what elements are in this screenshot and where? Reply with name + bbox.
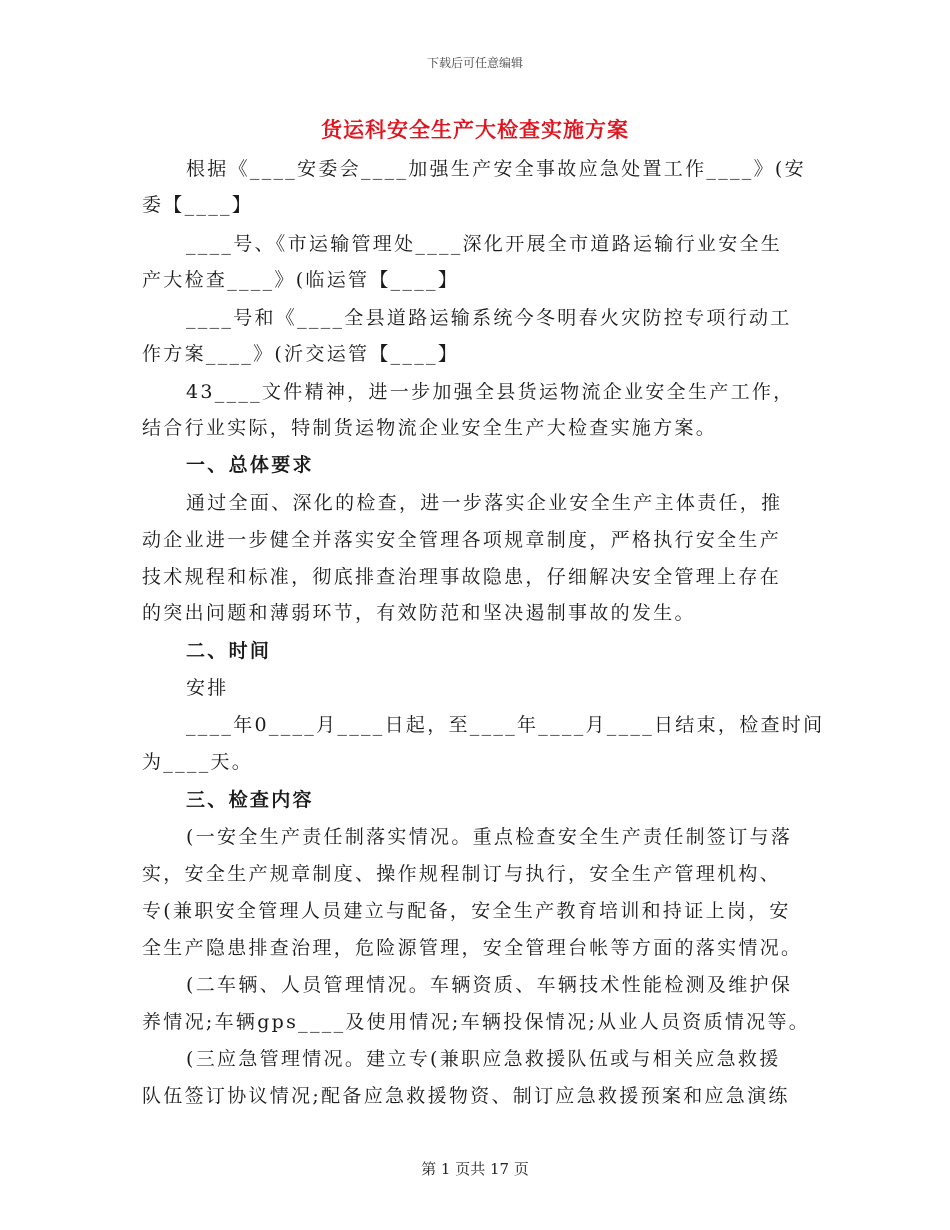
paragraph-line: (二车辆、人员管理情况。车辆资质、车辆技术性能检测及维护保: [186, 974, 793, 996]
paragraph-line: (一安全生产责任制落实情况。重点检查安全生产责任制签订与落: [186, 826, 793, 848]
page-footer: 第 1 页共 17 页: [421, 1160, 529, 1178]
paragraph-line: 43____文件精神，进一步加强全县货运物流企业安全生产工作，: [186, 381, 795, 403]
paragraph-line: 为____天。: [142, 751, 254, 773]
page-header: 下载后可任意编辑: [426, 56, 523, 70]
paragraph-line: 作方案____》(沂交运管【____】: [142, 343, 460, 365]
paragraph-line: 专(兼职安全管理人员建立与配备，安全生产教育培训和持证上岗，安: [142, 900, 791, 922]
paragraph-line: 安排: [186, 677, 229, 699]
section-heading: 三、检查内容: [186, 789, 314, 811]
paragraph-line: 队伍签订协议情况;配备应急救援物资、制订应急救援预案和应急演练: [142, 1085, 790, 1107]
paragraph-line: 通过全面、深化的检查，进一步落实企业安全生产主体责任，推: [186, 492, 783, 514]
paragraph-line: 全生产隐患排查治理，危险源管理，安全管理台帐等方面的落实情况。: [142, 937, 803, 959]
paragraph-line: 产大检查____》(临运管【____】: [142, 269, 460, 291]
paragraph-line: ____号、《市运输管理处____深化开展全市道路运输行业安全生: [186, 233, 783, 255]
paragraph-line: ____号和《____全县道路运输系统今冬明春火灾防控专项行动工: [186, 307, 792, 329]
paragraph-line: 委【____】: [142, 194, 254, 216]
section-heading: 二、时间: [186, 640, 272, 662]
paragraph-line: 实，安全生产规章制度、操作规程制订与执行，安全生产管理机构、: [142, 863, 782, 885]
paragraph-line: 的突出问题和薄弱环节，有效防范和坚决遏制事故的发生。: [142, 602, 696, 624]
paragraph-line: ____年0____月____日起，至____年____月____日结束，检查时间: [186, 714, 825, 736]
paragraph-line: (三应急管理情况。建立专(兼职应急救援队伍或与相关应急救援: [186, 1048, 781, 1070]
paragraph-line: 结合行业实际，特制货运物流企业安全生产大检查实施方案。: [142, 417, 718, 439]
section-heading: 一、总体要求: [186, 454, 314, 476]
document-title: 货运科安全生产大检查实施方案: [321, 117, 629, 142]
paragraph-line: 动企业进一步健全并落实安全管理各项规章制度，严格执行安全生产: [142, 529, 782, 551]
paragraph-line: 根据《____安委会____加强生产安全事故应急处置工作____》(安: [186, 158, 806, 180]
paragraph-line: 养情况;车辆gps____及使用情况;车辆投保情况;从业人员资质情况等。: [142, 1011, 811, 1033]
paragraph-line: 技术规程和标准，彻底排查治理事故隐患，仔细解决安全管理上存在: [142, 566, 782, 588]
